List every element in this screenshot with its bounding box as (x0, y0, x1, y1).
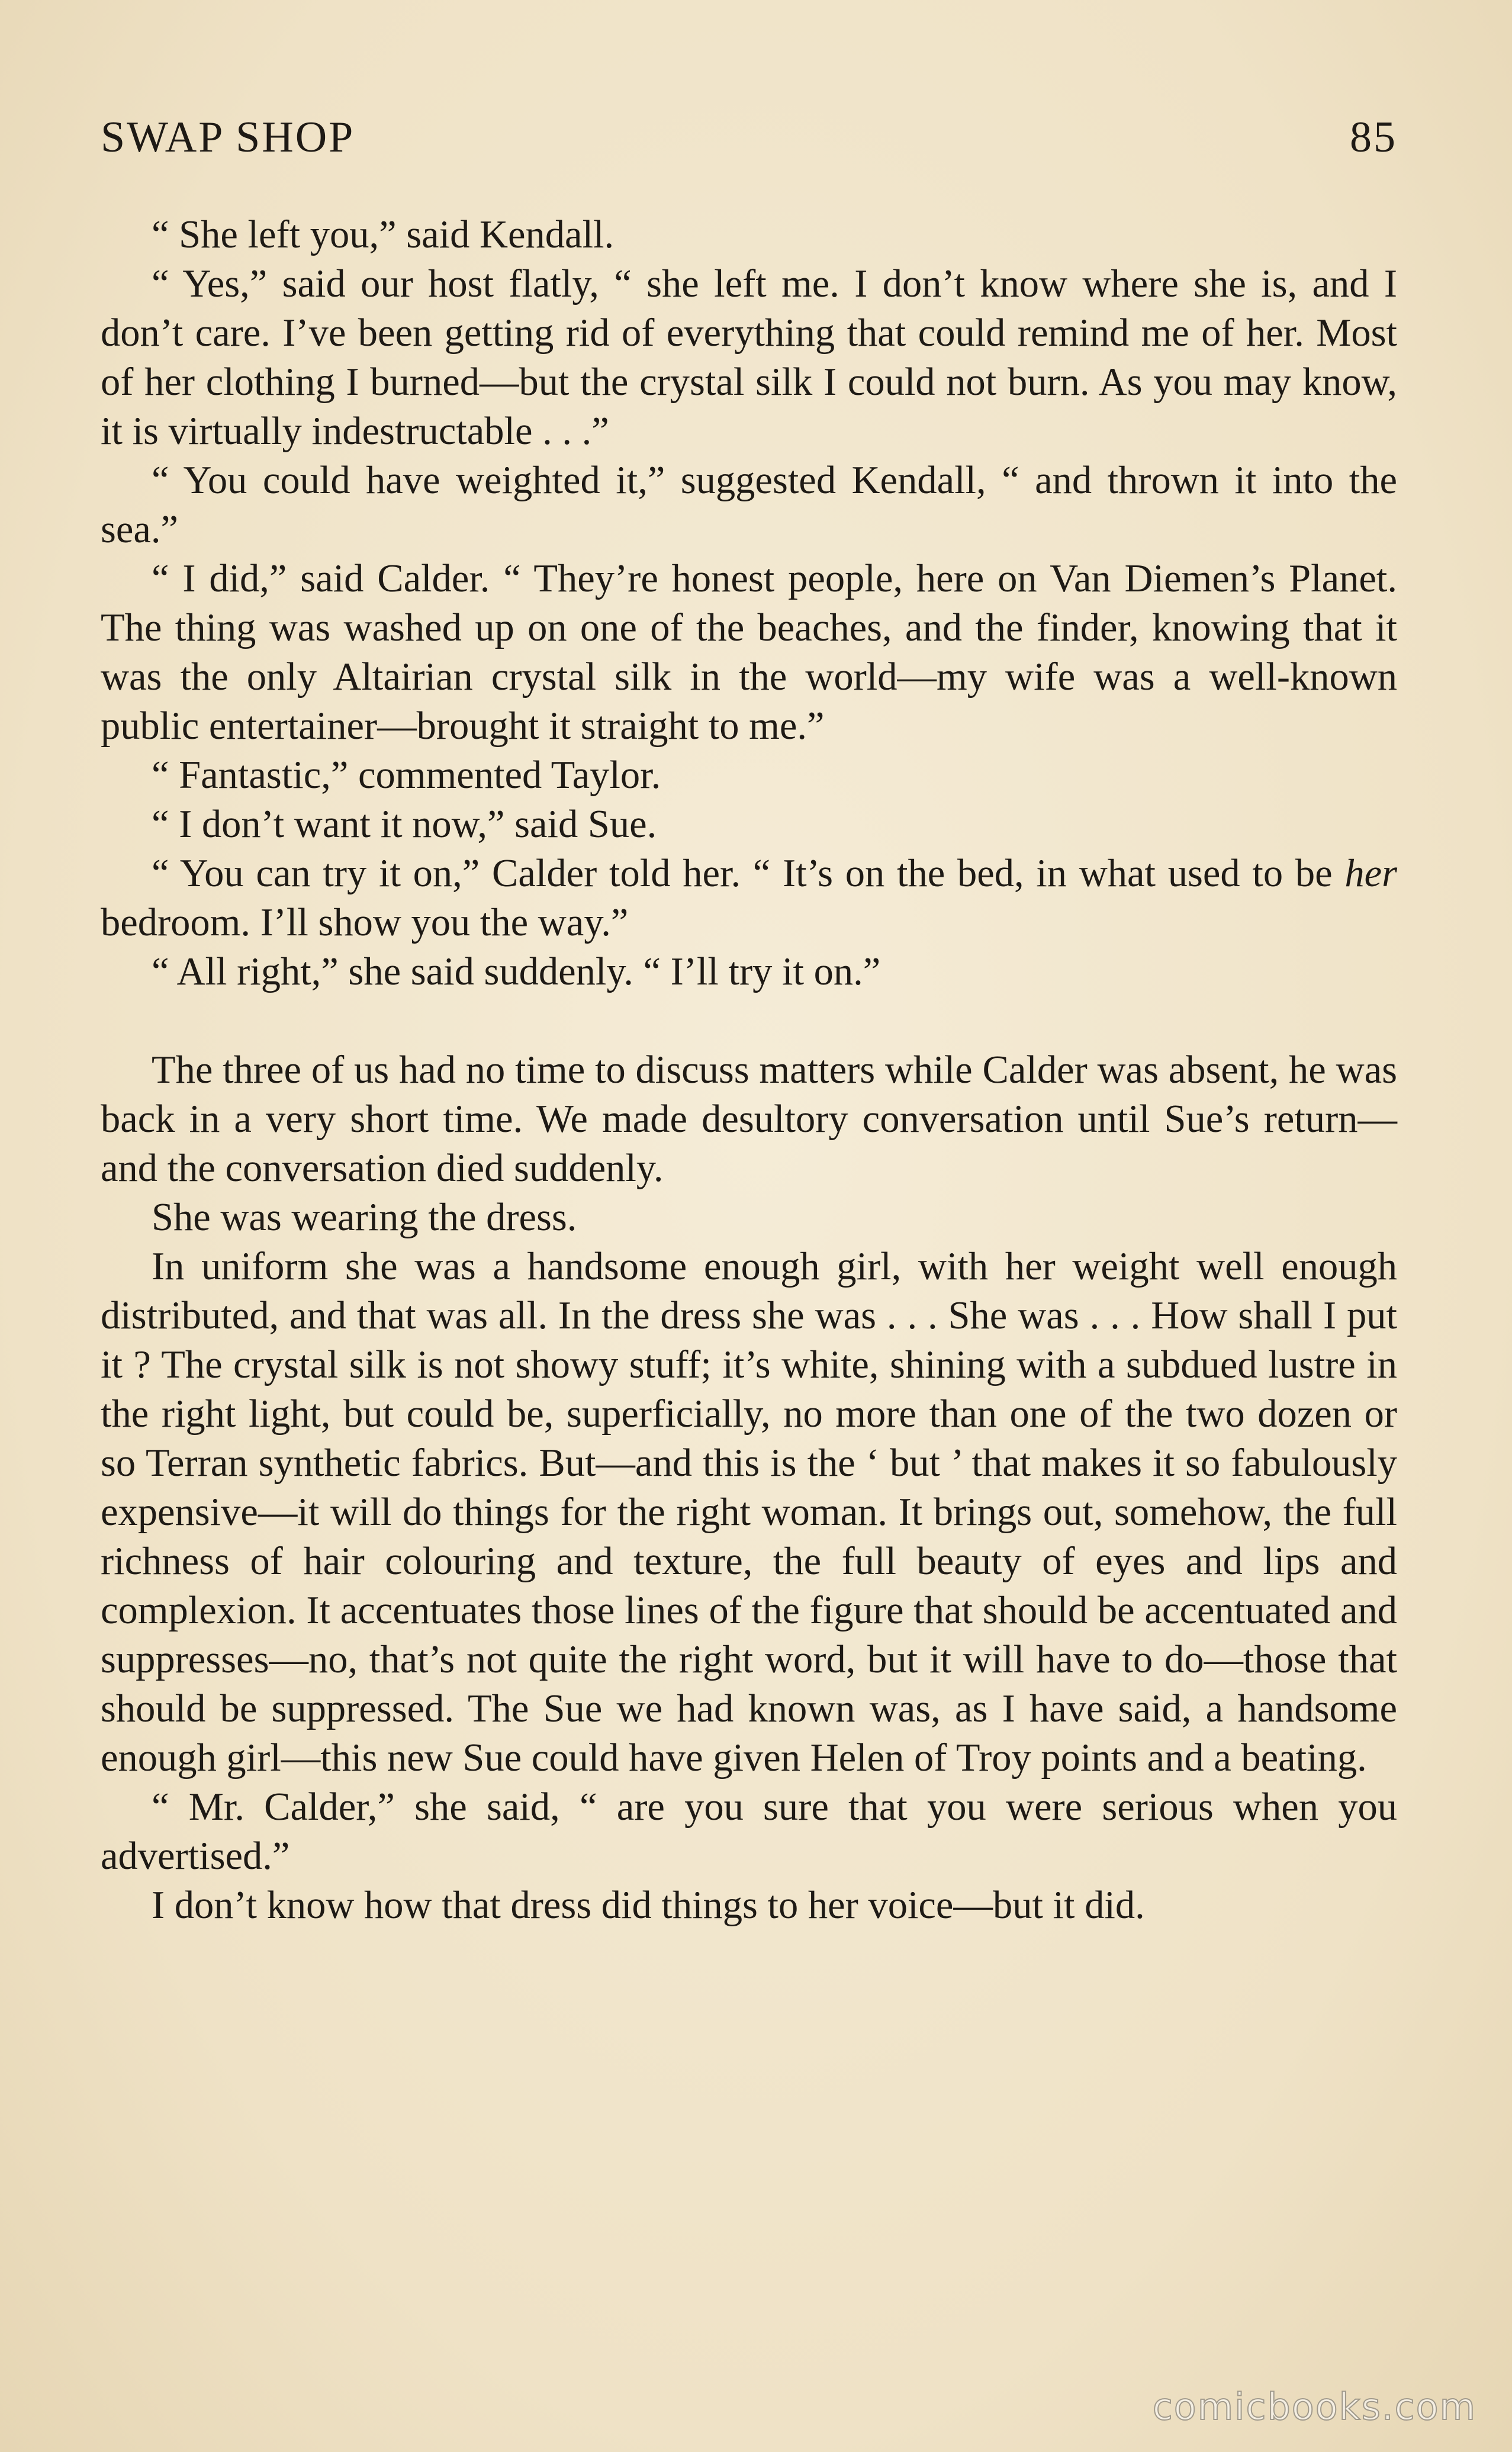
paragraph (101, 849, 1397, 947)
paragraph: “ She left you,” said Kendall. (152, 213, 615, 256)
running-title: SWAP SHOP (101, 113, 355, 162)
paragraph: In uniform she was a handsome enough girl, with her weight well enough distributed, and that was all. In the dress she was . . . She was . . . How shall I put it ? The crystal silk is not showy stuff; it’s white, shining with a subdued lustre in the right light, but could be, superficially, no more than one of the two dozen or so Terran synthetic fabrics. But—and this is the ‘ but ’ that makes it so fabulously expensive—it will do things for the right woman. It brings out, somehow, the full richness of hair colouring and texture, the full beauty of eyes and lips and complexion. It accentuates those lines of the figure that should be accentuated and suppresses—no, that’s not quite the right word, but it will have to do—those that should be suppressed. The Sue we had known was, as I have said, a handsome enough girl—this new Sue could have given Helen of Troy points and a beating. (101, 1245, 1397, 1780)
running-head (101, 112, 1397, 178)
paragraph-text: bedroom. I’ll show you the way.” (101, 901, 629, 944)
body-text (101, 210, 1397, 1930)
paragraph: “ You could have weighted it,” suggested Kendall, “ and thrown it into the sea.” (101, 459, 1397, 551)
paragraph-text: “ You can try it on,” Calder told her. “ It’s on the bed, in what used to be (152, 852, 1345, 895)
paragraph: “ All right,” she said suddenly. “ I’ll try it on.” (152, 950, 881, 993)
paragraph: The three of us had no time to discuss matters while Calder was absent, he was back in a very short time. We made desultory conversation until Sue’s return—and the conversation died suddenly. (101, 1048, 1397, 1190)
paragraph: “ Fantastic,” commented Taylor. (152, 754, 661, 797)
emphasis-text: her (1344, 852, 1397, 895)
paragraph: She was wearing the dress. (152, 1196, 577, 1239)
paragraph: I don’t know how that dress did things to her voice—but it did. (152, 1884, 1145, 1927)
paragraph: “ Mr. Calder,” she said, “ are you sure that you were serious when you advertised.” (101, 1785, 1397, 1878)
page-number: 85 (1350, 113, 1397, 162)
paragraph: “ I don’t want it now,” said Sue. (152, 803, 657, 846)
paragraph: “ Yes,” said our host flatly, “ she left me. I don’t know where she is, and I don’t care. I’ve been getting rid of everything that could remind me of her. Most of her clothing I burned—but the crystal silk I could not burn. As you may know, it is virtually indestructable . . .” (101, 262, 1397, 453)
watermark: comicbooks.com (1152, 2385, 1476, 2428)
paragraph: “ I did,” said Calder. “ They’re honest people, here on Van Diemen’s Planet. The thing was washed up on one of the beaches, and the finder, knowing that it was the only Altairian crystal silk in the world—my wife was a well-known public entertainer—brought it straight to me.” (101, 557, 1397, 748)
